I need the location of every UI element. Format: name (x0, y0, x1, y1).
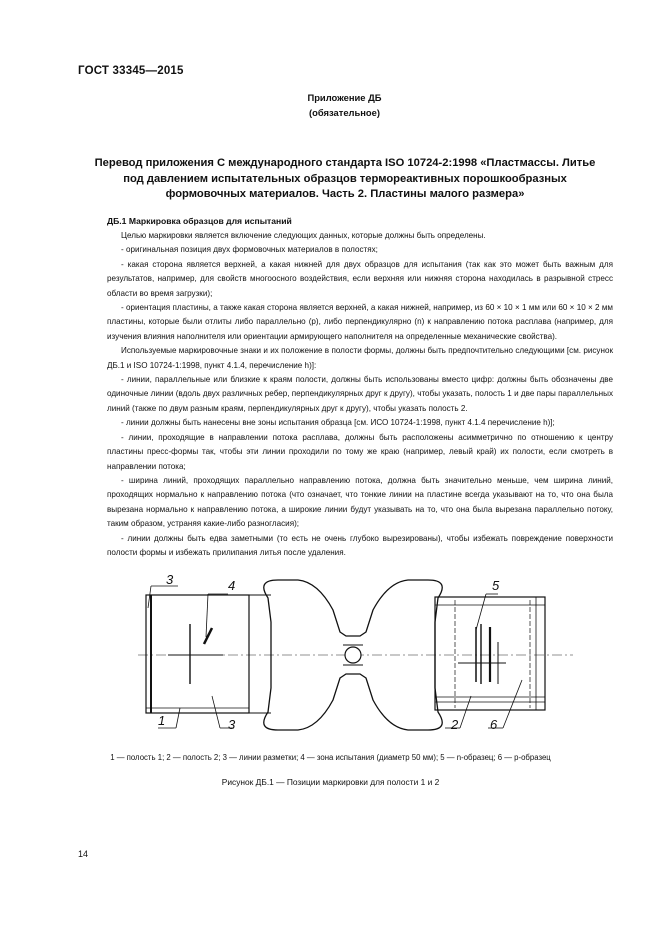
paragraph: - линии должны быть едва заметными (то есть не очень глубоко вырезированы), чтобы избежать повреждение поверхности полости формы и избежать прилипания литья после удаления. (107, 533, 613, 557)
section-heading: ДБ.1 Маркировка образцов для испытаний (107, 216, 292, 226)
figure-legend: 1 — полость 1; 2 — полость 2; 3 — линии разметки; 4 — зона испытания (диаметр 50 мм); 5 — n-образец; 6 — p-образец (110, 753, 551, 762)
paragraph: - ориентация пластины, а также какая сторона является верхней, а какая нижней, например, из 60 × 10 × 1 мм или 60 × 10 × 2 мм пластины, которые были отлиты либо параллельно (р), либо перпендикулярно (n) к направлению потока расплава (например, для изучения влияния наполнителя или ориентации армирующего наполнителя на определенные механические свойства). (107, 303, 613, 341)
callout-3-top: 3 (166, 572, 174, 587)
cavity-1 (146, 595, 249, 713)
callout-2: 2 (451, 717, 459, 732)
leader-line (176, 708, 180, 728)
annex-title: Приложение ДБ (307, 92, 382, 103)
page-number: 14 (78, 849, 89, 859)
document-title: Перевод приложения С международного стандарта ISO 10724-2:1998 «Пластмассы. Литье под давлением испытательных образцов термореактивных порошкообразных формовочных материалов. Часть 2. Пластины малого размера» (94, 157, 596, 201)
leader-line (503, 680, 522, 728)
paragraph: Целью маркировки является включение следующих данных, которые должны быть определены. (121, 231, 486, 240)
paragraph: - линии, параллельные или близкие к краям полости, должны быть использованы вместо цифр: должны быть обозначены две одиночные линии (вдоль двух различных ребер, перпендикулярных друг к другу), чтобы указать, полость 1 и две пары параллельных линий (также по двум разным краям, перпендикулярных друг к другу), чтобы указать полость 2. (107, 375, 613, 413)
leader-line (460, 696, 471, 728)
paragraph: - ширина линий, проходящих параллельно направлению потока, должна быть значительно меньше, чем ширина линий, проходящих нормально к направлению потока (что означает, что тонкие линии на пластине всегда указывают на то, что она была вырезана нормально к направлению потока, а широкие линии будут указывать на то, что она была вырезана параллельно потоку, таким образом, устраняя какие-либо разногласия); (107, 475, 613, 529)
test-zone-cross (168, 624, 223, 684)
callout-1: 1 (158, 713, 166, 728)
paragraph: Используемые маркировочные знаки и их положение в полости формы, должны быть предпочтительно следующими [см. рисунок ДБ.1 и ISO 10724-1:1998, пункт 4.1.4, перечисление h)]: (107, 346, 613, 370)
figure-caption: Рисунок ДБ.1 — Позиции маркировки для полости 1 и 2 (221, 777, 440, 787)
callout-3-bottom: 3 (228, 717, 236, 732)
body-text (107, 229, 613, 560)
callout-5: 5 (492, 578, 500, 593)
test-zone-mark (204, 628, 212, 644)
paragraph: - оригинальная позиция двух формовочных материалов в полостях; (121, 245, 378, 255)
standard-header: ГОСТ 33345—2015 (78, 65, 184, 77)
mold-cavity-figure (108, 572, 588, 742)
paragraph: - какая сторона является верхней, а какая нижней для двух образцов для испытания (так как это может быть важным для результатов, например, для свойств многоосного воздействия, если верхняя или нижняя сторона находилась в разрывной стресс области во время загрузки); (107, 259, 613, 298)
leader-line (206, 594, 208, 637)
leader-line (212, 696, 220, 728)
callout-4: 4 (228, 578, 236, 593)
sprue-circle (345, 647, 361, 663)
test-zone-cross (458, 624, 506, 684)
paragraph: - линии должны быть нанесены вне зоны испытания образца [см. ИСО 10724-1:1998, пункт 4.1.4 перечисление h)]; (121, 418, 555, 428)
annex-status: (обязательное) (309, 107, 380, 118)
paragraph: - линии, проходящие в направлении потока расплава, должны быть расположены асимметрично по отношению к центру пластины пресс-формы так, чтобы эти линии проходили по тому же краю (например, левый край) их полости, если смотреть в направлении потока; (107, 432, 613, 471)
callout-6: 6 (490, 717, 498, 732)
